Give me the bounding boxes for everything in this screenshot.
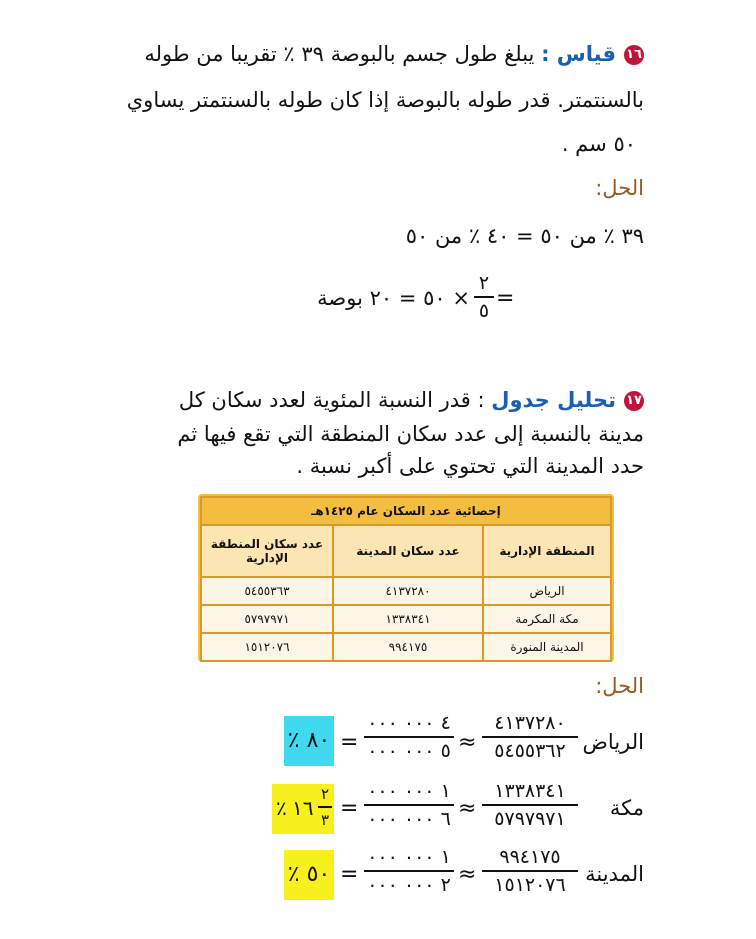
q17-solution-label: الحل: bbox=[595, 674, 644, 698]
table-header-region: المنطقة الإدارية bbox=[483, 525, 611, 577]
table-cell: ٤١٣٧٢٨٠ bbox=[333, 577, 483, 605]
denominator: ٥٧٩٧٩٧١ bbox=[494, 808, 566, 830]
table-cell: مكة المكرمة bbox=[483, 605, 611, 633]
q16-step2-eq: = bbox=[496, 286, 515, 311]
q17-line2: مدينة بالنسبة إلى عدد سكان المنطقة التي تقع فيها ثم bbox=[177, 422, 644, 446]
q16-badge: ١٦ bbox=[624, 45, 644, 65]
equals-sign: = bbox=[340, 730, 359, 755]
table-cell: ٥٧٩٧٩٧١ bbox=[201, 605, 333, 633]
result-whole: ١٦ bbox=[292, 796, 314, 820]
denominator: ٣ bbox=[320, 811, 330, 829]
q17-line3: حدد المدينة التي تحتوي على أكبر نسبة . bbox=[296, 454, 644, 478]
fraction-bar bbox=[318, 806, 332, 808]
numerator: ٩٩٤١٧٥ bbox=[499, 846, 561, 868]
calc-city-riyadh: الرياض bbox=[582, 730, 644, 754]
calc-city-makkah: مكة bbox=[609, 796, 644, 820]
approx-sign: ≈ bbox=[458, 796, 477, 821]
q16-step1: ٣٩ ٪ من ٥٠ = ٤٠ ٪ من ٥٠ bbox=[405, 224, 644, 248]
denominator: ٥ ٠٠٠ ٠٠٠ bbox=[367, 740, 451, 762]
fraction-bar bbox=[364, 736, 454, 738]
q17-text1: : قدر النسبة المئوية لعدد سكان كل bbox=[178, 388, 485, 412]
q16-solution-label: الحل: bbox=[595, 176, 644, 200]
result-riyadh: ٨٠ ٪ bbox=[284, 716, 334, 766]
denominator: ٦ ٠٠٠ ٠٠٠ bbox=[367, 808, 451, 830]
fraction-bar bbox=[364, 870, 454, 872]
table-cell: ٩٩٤١٧٥ bbox=[333, 633, 483, 661]
fraction-bar bbox=[364, 804, 454, 806]
denominator: ٥٤٥٥٣٦٢ bbox=[494, 740, 566, 762]
table-cell: الرياض bbox=[483, 577, 611, 605]
equals-sign: = bbox=[340, 796, 359, 821]
table-cell: ١٣٣٨٣٤١ bbox=[333, 605, 483, 633]
population-table bbox=[200, 496, 612, 662]
approx-sign: ≈ bbox=[458, 862, 477, 887]
numerator: ١ ٠٠٠ ٠٠٠ bbox=[367, 846, 451, 868]
table-row bbox=[201, 633, 611, 661]
q16-line3: ٥٠ سم . bbox=[561, 132, 636, 156]
table-header-region-pop: عدد سكان المنطقة الإدارية bbox=[201, 525, 333, 577]
approx-sign: ≈ bbox=[458, 730, 477, 755]
calc-madinah-fraction bbox=[482, 846, 578, 896]
q16-frac-numerator: ٢ bbox=[478, 272, 490, 294]
table-header-city-pop: عدد سكان المدينة bbox=[333, 525, 483, 577]
fraction-bar bbox=[474, 296, 494, 298]
numerator: ٢ bbox=[320, 785, 330, 803]
calc-riyadh-approx-fraction bbox=[364, 712, 454, 762]
q17-badge: ١٧ bbox=[624, 391, 644, 411]
equals-sign: = bbox=[340, 862, 359, 887]
calc-makkah-approx-fraction bbox=[364, 780, 454, 830]
result-madinah: ٥٠ ٪ bbox=[284, 850, 334, 900]
q16-line2: بالسنتمتر. قدر طوله بالبوصة إذا كان طوله بالسنتمتر يساوي bbox=[126, 88, 644, 112]
calc-makkah-fraction bbox=[482, 780, 578, 830]
q16-step2-fraction bbox=[474, 272, 494, 322]
q17-keyword: تحليل جدول bbox=[491, 388, 616, 412]
q16-text1: يبلغ طول جسم بالبوصة ٣٩ ٪ تقريبا من طوله bbox=[144, 42, 535, 66]
numerator: ٤ ٠٠٠ ٠٠٠ bbox=[367, 712, 451, 734]
calc-riyadh-fraction bbox=[482, 712, 578, 762]
denominator: ١٥١٢٠٧٦ bbox=[494, 874, 566, 896]
q16-frac-denominator: ٥ bbox=[478, 300, 490, 322]
denominator: ٢ ٠٠٠ ٠٠٠ bbox=[367, 874, 451, 896]
calc-madinah-approx-fraction bbox=[364, 846, 454, 896]
q16-step2-rest: × ٥٠ = ٢٠ بوصة bbox=[317, 286, 470, 310]
fraction-bar bbox=[482, 804, 578, 806]
numerator: ٤١٣٧٢٨٠ bbox=[494, 712, 566, 734]
table-cell: المدينة المنورة bbox=[483, 633, 611, 661]
fraction-bar bbox=[482, 870, 578, 872]
result-pct: ٪ bbox=[276, 796, 287, 820]
result-makkah bbox=[272, 784, 334, 834]
calc-city-madinah: المدينة bbox=[585, 862, 644, 886]
table-row bbox=[201, 577, 611, 605]
numerator: ١ ٠٠٠ ٠٠٠ bbox=[367, 780, 451, 802]
numerator: ١٣٣٨٣٤١ bbox=[494, 780, 566, 802]
table-row bbox=[201, 605, 611, 633]
table-cell: ٥٤٥٥٣٦٣ bbox=[201, 577, 333, 605]
result-fraction bbox=[318, 784, 332, 830]
q16-keyword: قياس : bbox=[541, 42, 616, 66]
q16-line1 bbox=[144, 42, 644, 67]
table-title: إحصائية عدد السكان عام ١٤٢٥هـ bbox=[201, 497, 611, 525]
table-cell: ١٥١٢٠٧٦ bbox=[201, 633, 333, 661]
q17-line1 bbox=[179, 388, 644, 413]
fraction-bar bbox=[482, 736, 578, 738]
